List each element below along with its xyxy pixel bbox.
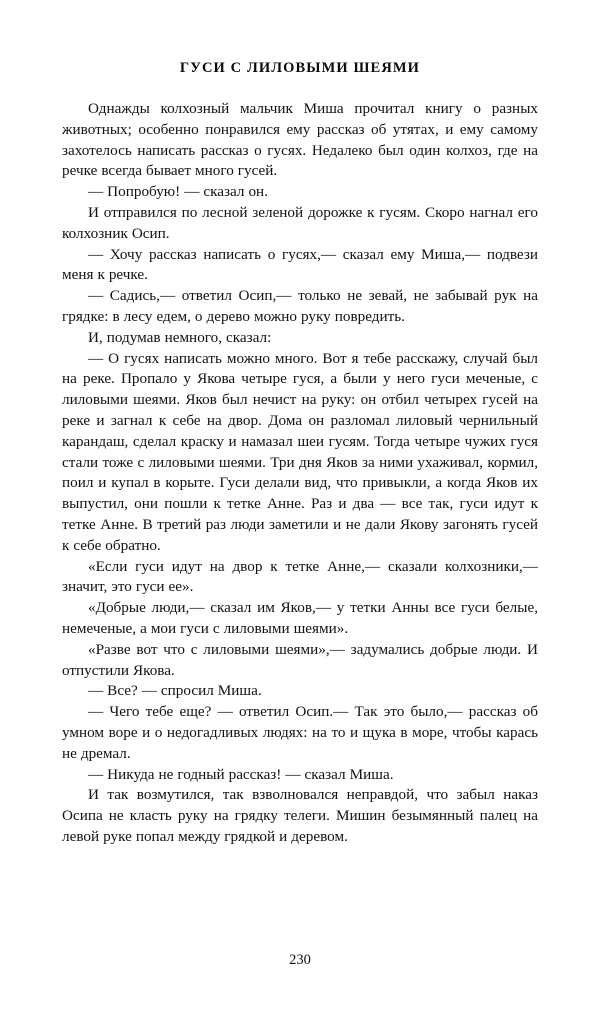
body-text	[62, 99, 538, 848]
paragraph: Однажды колхозный мальчик Миша прочитал книгу о разных животных; особенно понравился ему рассказ об утятах, и ему самому захотелось написать рассказ о гусях. Недалеко был один колхоз, где на речке всегда бывает много гусей.	[62, 100, 538, 180]
paragraph: — Садись,— ответил Осип,— только не зевай, не забывай рук на грядке: в лесу едем, о дерево можно руку повредить.	[62, 287, 538, 325]
paragraph: — О гусях написать можно много. Вот я тебе расскажу, случай был на реке. Пропало у Якова четыре гуся, а были у него гуси меченые, с лиловыми шеями. Яков был нечист на руку: он отбил четырех гусей на реке и загнал к себе на двор. Дома он разломал лиловый чернильный карандаш, сделал краску и намазал шеи гусям. Тогда четыре чужих гуся стали тоже с лиловыми шеями. Три дня Яков за ними ухаживал, кормил, поил и купал в корыте. Гуси делали вид, что привыкли, а когда Яков их выпустил, они пошли к тетке Анне. Раз и два — все так, гуси идут к тетке Анне. В третий раз люди заметили и не дали Якову загонять гусей к себе обратно.	[62, 349, 538, 554]
paragraph: — Все? — спросил Миша.	[88, 682, 262, 700]
paragraph: И, подумав немного, сказал:	[88, 328, 272, 346]
paragraph: «Разве вот что с лиловыми шеями»,— задумались добрые люди. И отпустили Якова.	[62, 640, 538, 679]
paragraph: И отправился по лесной зеленой дорожке к гусям. Скоро нагнал его колхозник Осип.	[62, 203, 538, 242]
page-title: ГУСИ С ЛИЛОВЫМИ ШЕЯМИ	[179, 60, 421, 76]
paragraph: — Хочу рассказ написать о гусях,— сказал ему Миша,— подвези меня к речке.	[62, 245, 538, 284]
paragraph: «Добрые люди,— сказал им Яков,— у тетки Анны все гуси белые, немеченые, а мои гуси с лиловыми шеями».	[62, 599, 538, 637]
paragraph: — Никуда не годный рассказ! — сказал Миша.	[88, 765, 394, 783]
paragraph: И так возмутился, так взволновался неправдой, что забыл наказ Осипа не класть руку на грядку телеги. Мишин безымянный палец на левой руке попал между грядкой и деревом.	[62, 786, 538, 845]
paragraph: — Попробую! — сказал он.	[88, 183, 268, 201]
page-number: 230	[289, 952, 311, 968]
paragraph: «Если гуси идут на двор к тетке Анне,— сказали колхозники,— значит, это гуси ее».	[62, 557, 538, 596]
paragraph: — Чего тебе еще? — ответил Осип.— Так это было,— рассказ об умном воре и о недогадливых людях: на то и щука в море, чтобы карась не дремал.	[62, 703, 538, 762]
